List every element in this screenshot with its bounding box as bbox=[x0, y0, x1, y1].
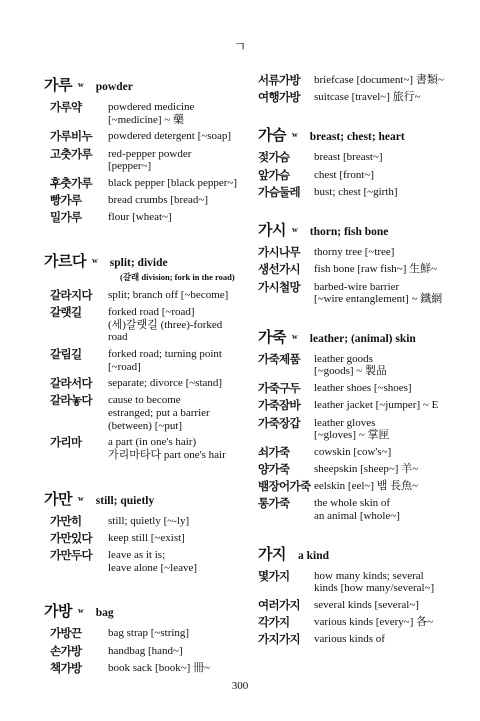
sub-entry-definition: bag strap [~string] bbox=[108, 627, 190, 640]
sub-entry-word: 손가방 bbox=[50, 643, 82, 658]
right-column bbox=[258, 74, 468, 667]
sub-entry-word: 양가죽 bbox=[258, 462, 290, 477]
headword-gloss: powder bbox=[95, 81, 133, 93]
sub-entry bbox=[44, 289, 244, 302]
sub-entry-definition: book sack [book~] 冊~ bbox=[108, 661, 211, 674]
dictionary-entry bbox=[258, 543, 468, 647]
sub-entry bbox=[44, 549, 244, 574]
sub-entry bbox=[44, 306, 244, 344]
headword-gloss: a kind bbox=[297, 549, 329, 562]
part-of-speech-marker: w bbox=[77, 606, 84, 616]
sub-entry-word: 갈림길 bbox=[50, 346, 82, 361]
dictionary-entry bbox=[44, 250, 244, 461]
headword-gloss: still; quietly bbox=[95, 494, 155, 507]
sub-entry-definition: red-pepper powder [pepper~] bbox=[108, 147, 192, 173]
sub-entry-definition: how many kinds; several kinds [how many/several~] bbox=[314, 569, 435, 595]
sub-entry-definition: breast [breast~] bbox=[314, 151, 383, 164]
sub-entry bbox=[44, 645, 244, 658]
sub-entry-word: 가루비누 bbox=[50, 129, 93, 144]
part-of-speech-marker: w bbox=[77, 493, 84, 503]
sub-entry-definition: barbed-wire barrier [~wire entanglement] ~ 鐵網 bbox=[314, 280, 443, 306]
sub-entry bbox=[44, 627, 244, 640]
sub-entry bbox=[44, 532, 244, 545]
page-number: 300 bbox=[231, 680, 249, 692]
entry-head bbox=[258, 219, 468, 240]
entry-head bbox=[44, 74, 244, 95]
dictionary-entry bbox=[44, 488, 244, 575]
sub-entry bbox=[44, 348, 244, 373]
sub-entry bbox=[44, 101, 244, 126]
sub-entry-definition: leather jacket [~jumper] ~ E bbox=[314, 399, 439, 412]
continued-entry bbox=[258, 74, 468, 104]
dictionary-entry bbox=[258, 219, 468, 306]
sub-entry-definition: briefcase [document~] 書類~ bbox=[314, 74, 444, 86]
sub-entry-word: 가죽장갑 bbox=[258, 415, 301, 430]
sub-entry-word: 갈라서다 bbox=[50, 376, 93, 391]
headword: 가지 bbox=[258, 544, 286, 563]
left-column bbox=[44, 74, 244, 701]
sub-entry-definition: a part (in one's hair) 가리마타다 part one's hair bbox=[108, 436, 226, 461]
sub-entry bbox=[258, 151, 468, 164]
sub-entry-definition: leather goods [~goods] ~ 製品 bbox=[314, 352, 388, 378]
sub-entry bbox=[258, 91, 468, 104]
sub-entry-definition: forked road; turning point [~road] bbox=[108, 347, 222, 373]
sub-entry-definition: keep still [~exist] bbox=[108, 531, 185, 544]
headword-note: (갈래 division; fork in the road) bbox=[120, 272, 235, 283]
sub-entry-definition: fish bone [raw fish~] 生鮮~ bbox=[314, 263, 438, 276]
headword-gloss: thorn; fish bone bbox=[309, 226, 389, 239]
sub-entry-definition: sheepskin [sheep~] 羊~ bbox=[314, 463, 419, 476]
sub-entry-definition: thorny tree [~tree] bbox=[314, 246, 395, 259]
headword-gloss: breast; chest; heart bbox=[309, 131, 405, 144]
entry-head bbox=[44, 600, 244, 621]
sub-entry bbox=[258, 480, 468, 493]
sub-entry-definition: several kinds [several~] bbox=[314, 599, 419, 612]
sub-entry-definition: leather gloves [~gloves] ~ 掌匣 bbox=[314, 416, 390, 442]
entry-head bbox=[44, 488, 244, 509]
sub-entry bbox=[44, 515, 244, 528]
sub-entry-word: 가죽구두 bbox=[258, 381, 301, 396]
headword-gloss: leather; (animal) skin bbox=[309, 332, 416, 345]
sub-entry-word: 가죽제품 bbox=[258, 351, 301, 366]
headword: 가슴 bbox=[258, 126, 286, 145]
headword: 가르다 bbox=[44, 252, 86, 271]
sub-entry-word: 갈랫길 bbox=[50, 305, 82, 319]
sub-entry-definition: leave as it is; leave alone [~leave] bbox=[108, 549, 198, 574]
sub-entry bbox=[44, 148, 244, 173]
part-of-speech-marker: w bbox=[291, 331, 298, 341]
sub-entry-definition: black pepper [black pepper~] bbox=[108, 176, 238, 189]
sub-entry bbox=[258, 281, 468, 306]
sub-entry-word: 가방끈 bbox=[50, 626, 82, 641]
sub-entry bbox=[44, 662, 244, 675]
sub-entry-definition: still; quietly [~-ly] bbox=[108, 514, 190, 527]
part-of-speech-marker: w bbox=[77, 80, 84, 89]
sub-entry-word: 뱀장어가죽 bbox=[258, 479, 311, 494]
sub-entry bbox=[258, 382, 468, 395]
headword: 가시 bbox=[258, 221, 286, 240]
entry-head bbox=[258, 124, 468, 145]
sub-entry-word: 후춧가루 bbox=[50, 175, 93, 190]
entry-head bbox=[258, 543, 468, 564]
sub-entry-word: 가슴둘레 bbox=[258, 184, 301, 199]
sub-entry bbox=[258, 599, 468, 612]
sub-entry bbox=[258, 497, 468, 522]
sub-entry-definition: powdered medicine [~medicine] ~ 藥 bbox=[108, 101, 195, 126]
entry-head bbox=[44, 250, 244, 271]
sub-entry bbox=[258, 353, 468, 378]
sub-entry-definition: various kinds [every~] 各~ bbox=[314, 616, 434, 629]
sub-entry bbox=[258, 570, 468, 595]
page-header-section-letter: ㄱ bbox=[233, 40, 247, 55]
sub-entry-definition: leather shoes [~shoes] bbox=[314, 382, 412, 395]
headword: 가만 bbox=[44, 489, 72, 508]
sub-entry-word: 빵가루 bbox=[50, 193, 82, 207]
sub-entry-definition: various kinds of bbox=[314, 633, 385, 646]
sub-entry-word: 가리마 bbox=[50, 435, 82, 450]
sub-entry-word: 앞가슴 bbox=[258, 167, 290, 182]
sub-entry bbox=[258, 246, 468, 259]
sub-entry-word: 가죽잠바 bbox=[258, 398, 301, 413]
sub-entry-word: 가시나무 bbox=[258, 245, 301, 260]
dictionary-entry bbox=[44, 74, 244, 224]
sub-entry-definition: bust; chest [~girth] bbox=[314, 185, 398, 198]
headword: 가방 bbox=[44, 602, 72, 621]
sub-entry-word: 젖가슴 bbox=[258, 150, 290, 165]
dictionary-entry bbox=[44, 600, 244, 675]
sub-entry-definition: the whole skin of an animal [whole~] bbox=[314, 497, 400, 523]
sub-entry-word: 가지가지 bbox=[258, 632, 301, 647]
sub-entry-word: 갈라놓다 bbox=[50, 393, 93, 408]
sub-entry-definition: handbag [hand~] bbox=[108, 644, 183, 657]
sub-entry-definition: powdered detergent [~soap] bbox=[108, 130, 232, 143]
part-of-speech-marker: w bbox=[291, 130, 298, 140]
sub-entry-word: 밀가루 bbox=[50, 210, 82, 225]
sub-entry-word: 여행가방 bbox=[258, 90, 301, 105]
sub-entry-word: 쇠가죽 bbox=[258, 444, 290, 459]
headword-gloss: bag bbox=[95, 607, 114, 620]
sub-entry-definition: separate; divorce [~stand] bbox=[108, 377, 223, 390]
headword-gloss: split; divide bbox=[109, 257, 168, 270]
sub-entry bbox=[44, 211, 244, 224]
sub-entry-word: 가시철망 bbox=[258, 279, 301, 294]
sub-entry-word: 서류가방 bbox=[258, 73, 301, 87]
part-of-speech-marker: w bbox=[91, 256, 98, 266]
sub-entry-word: 몇가지 bbox=[258, 568, 290, 583]
part-of-speech-marker: w bbox=[291, 225, 298, 235]
sub-entry-definition: cause to become estranged; put a barrier (between) [~put] bbox=[108, 394, 210, 432]
sub-entry bbox=[44, 394, 244, 432]
sub-entry-word: 생선가시 bbox=[258, 262, 301, 277]
sub-entry bbox=[44, 436, 244, 461]
dictionary-entry bbox=[258, 124, 468, 199]
sub-entry bbox=[258, 169, 468, 182]
headword: 가루 bbox=[44, 76, 72, 94]
sub-entry-definition: split; branch off [~become] bbox=[108, 288, 229, 301]
sub-entry-word: 고춧가루 bbox=[50, 146, 93, 161]
dictionary-entry bbox=[258, 326, 468, 523]
sub-entry bbox=[258, 417, 468, 442]
sub-entry bbox=[258, 463, 468, 476]
sub-entry-word: 가만히 bbox=[50, 513, 82, 528]
sub-entry bbox=[258, 74, 468, 87]
sub-entry-word: 여러가지 bbox=[258, 598, 301, 613]
entry-head bbox=[258, 326, 468, 347]
sub-entry-definition: flour [wheat~] bbox=[108, 211, 172, 224]
sub-entry-word: 가만두다 bbox=[50, 548, 93, 563]
sub-entry bbox=[44, 177, 244, 190]
headword: 가죽 bbox=[258, 327, 286, 346]
sub-entry-definition: cowskin [cow's~] bbox=[314, 445, 392, 458]
sub-entry-definition: chest [front~] bbox=[314, 168, 375, 181]
sub-entry-word: 통가죽 bbox=[258, 496, 290, 511]
sub-entry bbox=[258, 633, 468, 646]
sub-entry bbox=[258, 616, 468, 629]
sub-entry bbox=[258, 263, 468, 276]
sub-entry bbox=[44, 194, 244, 207]
sub-entry bbox=[258, 186, 468, 199]
sub-entry-definition: bread crumbs [bread~] bbox=[108, 194, 209, 206]
sub-entry-word: 가루약 bbox=[50, 100, 82, 114]
sub-entry bbox=[258, 399, 468, 412]
sub-entry-definition: suitcase [travel~] 旅行~ bbox=[314, 91, 421, 104]
sub-entry-word: 가만있다 bbox=[50, 530, 93, 545]
sub-entry-definition: eelskin [eel~] 뱀 長魚~ bbox=[314, 480, 419, 493]
sub-entry bbox=[44, 377, 244, 390]
sub-entry-definition: forked road [~road] (세)갈랫길 (three)-forked road bbox=[108, 306, 223, 344]
sub-entry-word: 책가방 bbox=[50, 660, 82, 675]
sub-entry-word: 각가지 bbox=[258, 615, 290, 630]
sub-entry bbox=[44, 130, 244, 143]
sub-entry-word: 갈라지다 bbox=[50, 287, 93, 302]
sub-entry bbox=[258, 446, 468, 459]
